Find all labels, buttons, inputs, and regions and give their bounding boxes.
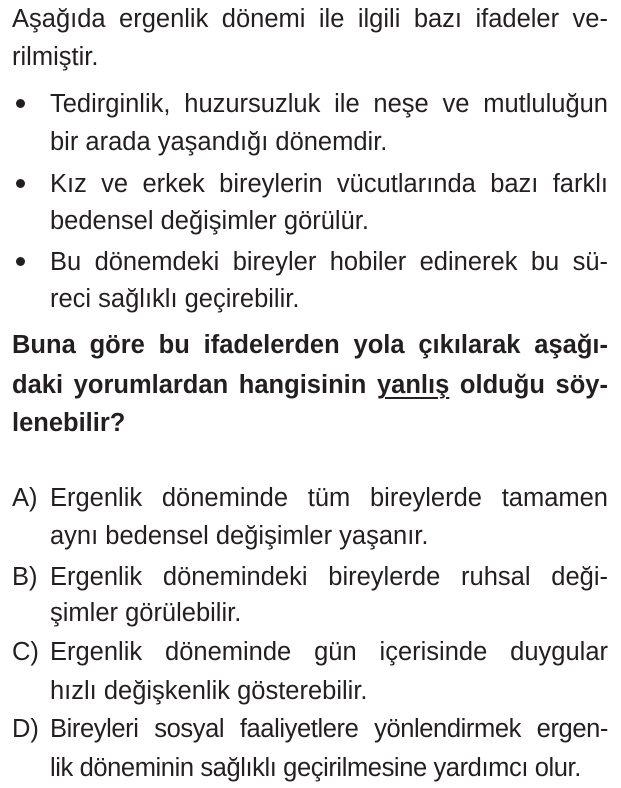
statement-3-line-1: Bu dönemdeki bireyler hobiler edinerek bu sü- (50, 248, 608, 276)
option-a-line-1: Ergenlik döneminde tüm bireylerde tamamen (50, 484, 608, 512)
bullet-icon (16, 179, 25, 188)
bullet-icon (16, 257, 25, 266)
statement-1-line-1: Tedirginlik, huzursuzluk ile neşe ve mutluluğun (50, 90, 608, 118)
option-c-line-1: Ergenlik döneminde gün içerisinde duygular (50, 638, 608, 666)
intro-line-1: Aşağıda ergenlik dönemi ile ilgili bazı ifadeler ve- (12, 5, 608, 33)
question-line-2 (12, 370, 608, 400)
question-line-1: Buna göre bu ifadelerden yola çıkılarak aşağı- (12, 331, 608, 359)
intro-line-2: rilmiştir. (12, 43, 99, 71)
statement-3-line-2: reci sağlıklı geçirebilir. (50, 285, 300, 313)
statement-1-line-2: bir arada yaşandığı dönemdir. (50, 128, 388, 156)
option-d-line-2: lik döneminin sağlıklı geçirilmesine yardımcı olur. (50, 754, 581, 782)
question-line-2-after: olduğu söy- (449, 371, 608, 399)
option-c-line-2: hızlı değişkenlik gösterebilir. (50, 677, 368, 705)
option-a-line-2: aynı bedensel değişimler yaşanır. (50, 522, 429, 550)
option-d-line-1: Bireyleri sosyal faaliyetlere yönlendirmek ergen- (50, 715, 608, 743)
question-line-2-before: daki yorumlardan hangisinin (12, 371, 377, 399)
option-c-letter: C) (12, 638, 39, 666)
statement-2-line-1: Kız ve erkek bireylerin vücutlarında bazı farklı (50, 170, 608, 198)
statement-2-line-2: bedensel değişimler görülür. (50, 207, 369, 235)
underlined-word: yanlış (376, 371, 450, 399)
option-b-line-1: Ergenlik dönemindeki bireylerde ruhsal deği- (50, 563, 608, 591)
option-d-letter: D) (12, 715, 39, 743)
option-b-line-2: şimler görülebilir. (50, 599, 242, 627)
question-line-3: lenebilir? (12, 409, 126, 437)
option-b-letter: B) (12, 563, 38, 591)
option-a-letter: A) (12, 484, 38, 512)
bullet-icon (16, 99, 25, 108)
